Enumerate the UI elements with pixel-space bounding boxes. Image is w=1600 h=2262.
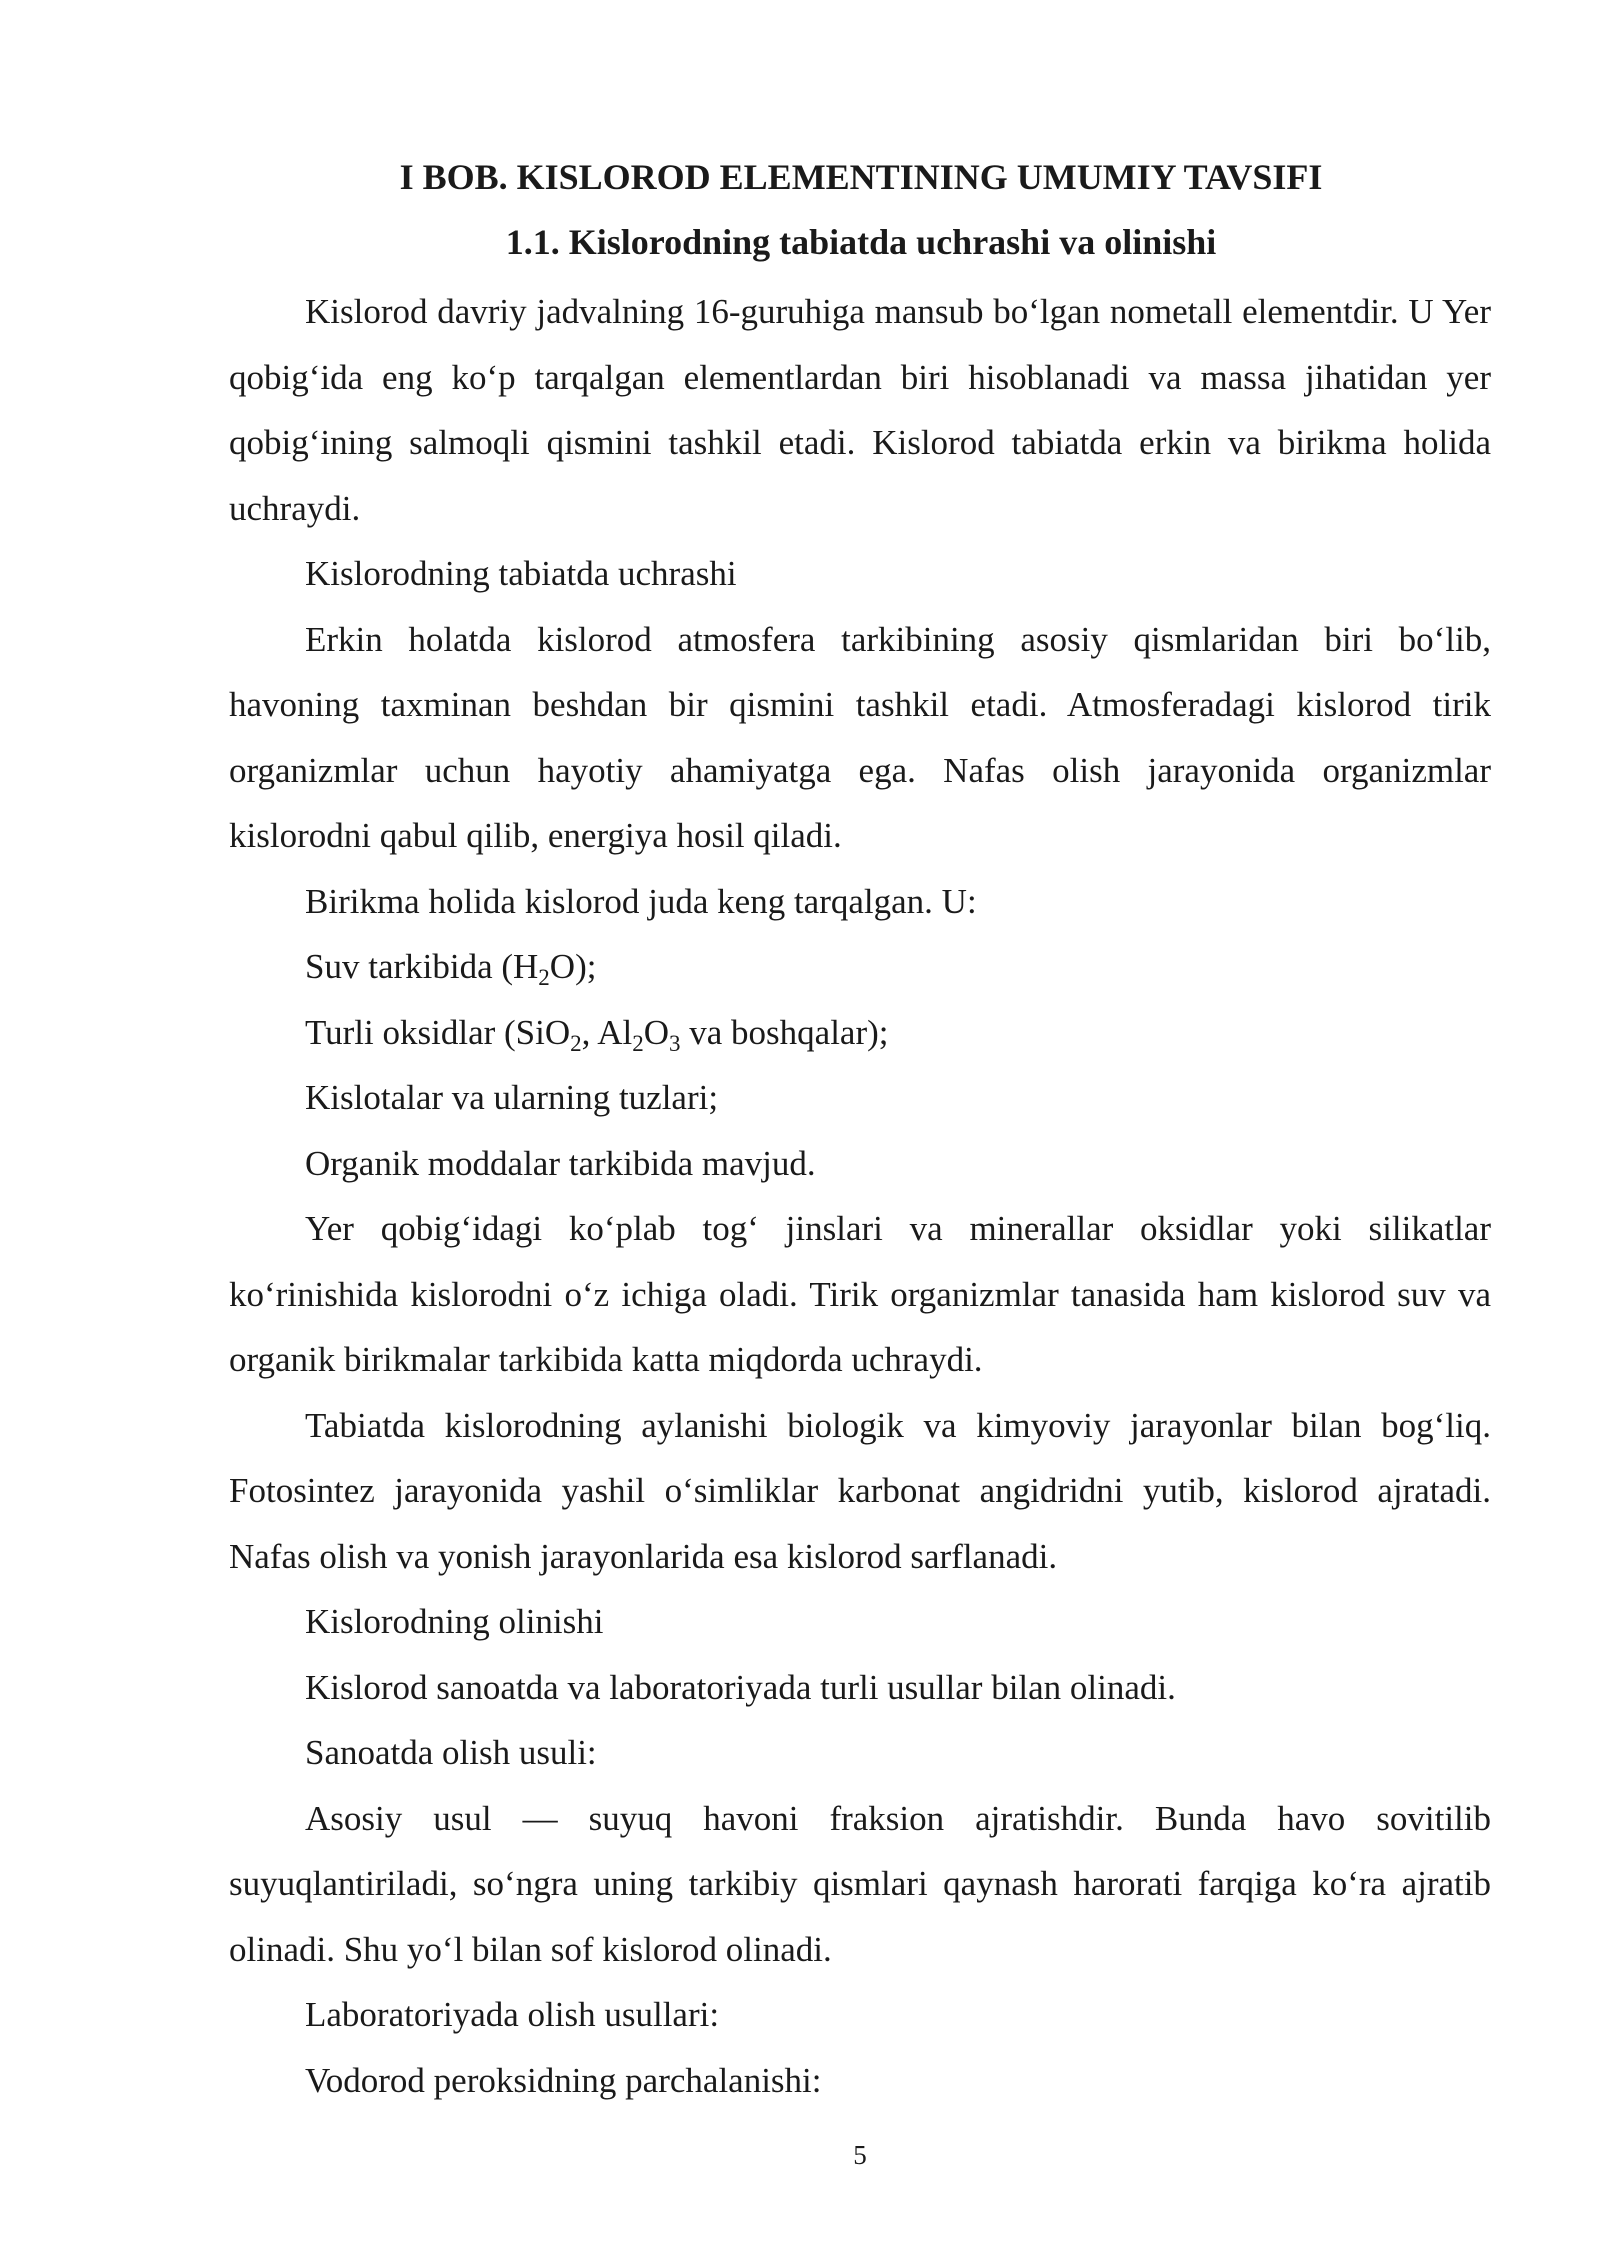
oxides-subscript-1: 2 (570, 1030, 582, 1056)
paragraph-compound-state: Birikma holida kislorod juda keng tarqalgan. U: (305, 881, 977, 921)
page-number: 5 (853, 2140, 867, 2170)
water-text-before: Suv tarkibida (H (305, 947, 539, 986)
list-item-oxides (229, 1000, 1491, 1066)
oxides-subscript-2: 2 (632, 1030, 644, 1056)
paragraph-fractional: Asosiy usul — suyuq havoni fraksion ajratishdir. Bunda havo sovitilib suyuqlantiriladi, so‘ngra uning tarkibiy qismlari qaynash harorati farqiga ko‘ra ajratib olinadi. Shu yo‘l bilan sof kislorod olinadi. (229, 1798, 1491, 1969)
water-subscript: 2 (538, 965, 550, 990)
paragraph-rocks: Yer qobig‘idagi ko‘plab tog‘ jinslari va minerallar oksidlar yoki silikatlar ko‘rinishida kislorodni o‘z ichiga oladi. Tirik organizmlar tanasida ham kislorod suv va organik birikmalar tarkibida katta miqdorda uchraydi. (229, 1209, 1491, 1379)
oxides-text-3: O (643, 1012, 669, 1052)
paragraph-cycle: Tabiatda kislorodning aylanishi biologik va kimyoviy jarayonlar bilan bog‘liq. Fotosintez jarayonida yashil o‘simliklar karbonat angidridni yutib, kislorod ajratadi. Nafas olish va yonish jarayonlarida esa kislorod sarflanadi. (229, 1405, 1491, 1576)
water-text-after: O); (549, 947, 597, 986)
oxides-subscript-3: 3 (669, 1030, 681, 1056)
section-title: 1.1. Kislorodning tabiatda uchrashi va olinishi (505, 222, 1217, 262)
list-item-acids: Kislotalar va ularning tuzlari; (305, 1078, 719, 1117)
subheading-production: Kislorodning olinishi (305, 1602, 604, 1641)
paragraph-free-state: Erkin holatda kislorod atmosfera tarkibining asosiy qismlaridan biri bo‘lib, havoning taxminan beshdan bir qismini tashkil etadi. Atmosferadagi kislorod tirik organizmlar uchun hayotiy ahamiyatga ega. Nafas olish jarayonida organizmlar kislorodni qabul qilib, energiya hosil qiladi. (229, 619, 1491, 855)
oxides-text-1: Turli oksidlar (SiO (305, 1012, 571, 1052)
subheading-industrial: Sanoatda olish usuli: (305, 1733, 597, 1772)
oxides-text-4: va boshqalar); (680, 1012, 889, 1052)
oxides-text-2: , Al (581, 1012, 633, 1052)
list-item-organic: Organik moddalar tarkibida mavjud. (305, 1143, 816, 1183)
paragraph-methods: Kislorod sanoatda va laboratoriyada turli usullar bilan olinadi. (305, 1667, 1176, 1707)
chapter-title: I BOB. KISLOROD ELEMENTINING UMUMIY TAVSIFI (399, 157, 1323, 197)
subheading-laboratory: Laboratoriyada olish usullari: (305, 1995, 720, 2034)
paragraph-intro: Kislorod davriy jadvalning 16-guruhiga mansub bo‘lgan nometall elementdir. U Yer qobig‘ida eng ko‘p tarqalgan elementlardan biri hisoblanadi va massa jihatidan yer qobig‘ining salmoqli qismini tashkil etadi. Kislorod tabiatda erkin va birikma holida uchraydi. (229, 292, 1491, 528)
subheading-occurrence: Kislorodning tabiatda uchrashi (305, 554, 737, 593)
document-page (229, 150, 1491, 2113)
list-item-water (229, 934, 1491, 1000)
paragraph-peroxide: Vodorod peroksidning parchalanishi: (305, 2060, 822, 2100)
